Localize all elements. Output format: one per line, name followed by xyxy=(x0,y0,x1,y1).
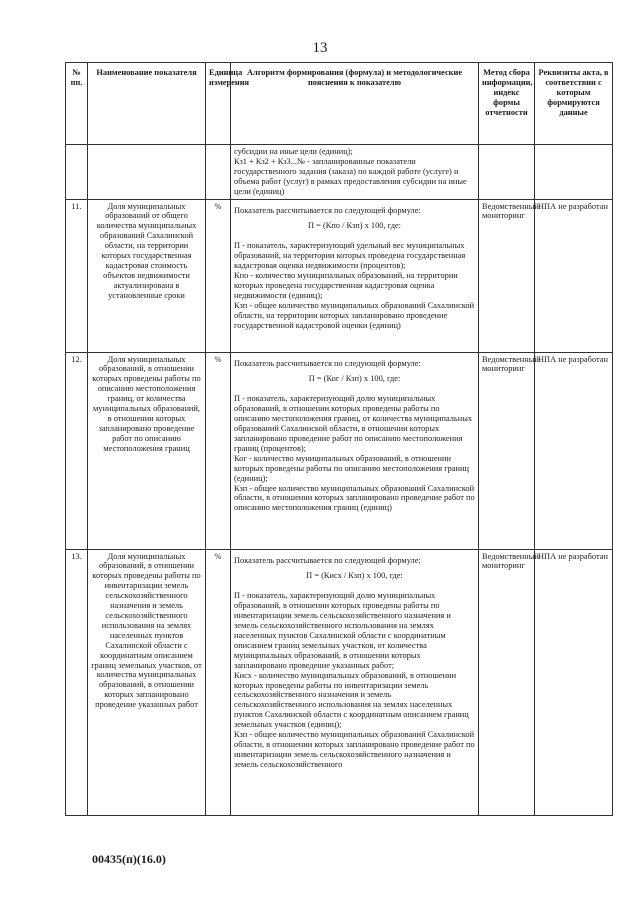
header-no: № пп. xyxy=(66,63,88,145)
table-row xyxy=(66,199,613,352)
formula-intro: Показатель рассчитывается по следующей формуле: xyxy=(234,555,421,565)
collection-method: Ведомственный мониторинг xyxy=(479,352,535,549)
row-number: 11. xyxy=(66,199,88,352)
continuation-line: Кз1 + Кз2 + Кз3...№ - запланированные показатели государственного задания (заказа) по каждой работе (услуге) и объема работ (услуг) в рамках предоставления субсидии на иные цели (единиц) xyxy=(234,156,467,196)
act-requisites: НПА не разработан xyxy=(535,199,613,352)
indicator-name: Доля муниципальных образований, в отношении которых проведены работы по описанию местоположения границ, от количества муниципальных образований, в отношении которых запланировано проведение работ по описанию местоположения границ xyxy=(88,352,206,549)
header-method: Метод сбора информации, индекс формы отчетности xyxy=(479,63,535,145)
continuation-row xyxy=(66,145,613,200)
indicators-table xyxy=(65,62,613,816)
header-unit: Единица измерения xyxy=(206,63,231,145)
explanation: Кзп - общее количество муниципальных образований Сахалинской области, в отношении которых запланировано проведение работ по инвентаризации земель сельскохозяйственного назначения и земель сельскохозяйственного xyxy=(234,730,475,769)
continuation-line: субсидии на иные цели (единиц); xyxy=(234,147,353,156)
explanation: Кпо - количество муниципальных образований, на территории которых проведена государственная кадастровая оценка недвижимости (единиц); xyxy=(234,271,458,300)
indicator-algorithm xyxy=(231,199,479,352)
indicator-name: Доля муниципальных образований, в отношении которых проведены работы по инвентаризации земель сельскохозяйственного назначения и земель сельскохозяйственного использования на землях населенных пунктов Сахалинской области с координатным описанием границ земельных участков, от количества муниципальных образований, в отношении которых запланировано проведение указанных работ xyxy=(88,549,206,815)
indicator-name: Доля муниципальных образований от общего количества муниципальных образований Сахалинской области, на территории которых государственная кадастровая стоимость объектов недвижимости актуализирована в установленные сроки xyxy=(88,199,206,352)
table-header-row xyxy=(66,63,613,145)
row-number: 12. xyxy=(66,352,88,549)
document-code: 00435(п)(16.0) xyxy=(92,852,166,866)
act-requisites: НПА не разработан xyxy=(535,549,613,815)
collection-method: Ведомственный мониторинг xyxy=(479,549,535,815)
explanation: Кзп - общее количество муниципальных образований Сахалинской области, на территории которых запланировано проведение государственной кадастровой оценки (единиц) xyxy=(234,300,475,330)
indicator-unit: % xyxy=(206,352,231,549)
explanation: Кисх - количество муниципальных образований, в отношении которых проведены работы по инвентаризации земель сельскохозяйственного назначения и земель сельскохозяйственного использования на землях населенных пунктов Сахалинской области с координатным описанием границ земельных участков (единиц); xyxy=(234,670,469,730)
formula: П = (Ког / Кзп) х 100, где: xyxy=(308,374,401,384)
continuation-text xyxy=(231,145,479,200)
empty-cell xyxy=(88,145,206,200)
page-number: 13 xyxy=(312,40,328,56)
formula-intro: Показатель рассчитывается по следующей формуле: xyxy=(234,358,421,368)
empty-cell xyxy=(535,145,613,200)
header-name: Наименование показателя xyxy=(88,63,206,145)
indicator-unit: % xyxy=(206,199,231,352)
indicator-unit: % xyxy=(206,549,231,815)
empty-cell xyxy=(206,145,231,200)
indicator-algorithm xyxy=(231,549,479,815)
empty-cell xyxy=(479,145,535,200)
header-requisites: Реквизиты акта, в соответствии с которым формируются данные xyxy=(535,63,613,145)
table-row xyxy=(66,549,613,815)
explanation: П - показатель, характеризующий долю муниципальных образований, в отношении которых проведены работы по описанию местоположения границ, от количества муниципальных образований Сахалинской области, в отношении которых запланировано проведение работ по описанию местоположения границ (процентов); xyxy=(234,394,473,453)
explanation: Кзп - общее количество муниципальных образований Сахалинской области, в отношении которых запланировано проведение работ по описанию местоположения границ (единиц) xyxy=(234,483,475,513)
header-algorithm: Алгоритм формирования (формула) и методологические пояснения к показателю xyxy=(231,63,479,145)
formula: П = (Кпо / Кзп) х 100, где: xyxy=(307,221,402,231)
table-row xyxy=(66,352,613,549)
empty-cell xyxy=(66,145,88,200)
formula-intro: Показатель рассчитывается по следующей формуле: xyxy=(234,205,421,215)
act-requisites: НПА не разработан xyxy=(535,352,613,549)
row-number: 13. xyxy=(66,549,88,815)
explanation: П - показатель, характеризующий долю муниципальных образований, в отношении которых проведены работы по инвентаризации земель сельскохозяйственного назначения и земель сельскохозяйственного использования на землях населенных пунктов Сахалинской области с координатным описанием границ земельных участков, от количества муниципальных образований, в отношении которых запланировано проведение указанных работ; xyxy=(234,591,451,670)
formula: П = (Кисх / Кзп) х 100, где: xyxy=(306,571,403,581)
explanation: Ког - количество муниципальных образований, в отношении которых проведены работы по описанию местоположения границ (единиц); xyxy=(234,453,469,483)
explanation: П - показатель, характеризующий удельный вес муниципальных образований, на территории которых проведена государственная кадастровая оценка недвижимости (процентов); xyxy=(234,241,466,271)
collection-method: Ведомственный мониторинг xyxy=(479,199,535,352)
indicator-algorithm xyxy=(231,352,479,549)
